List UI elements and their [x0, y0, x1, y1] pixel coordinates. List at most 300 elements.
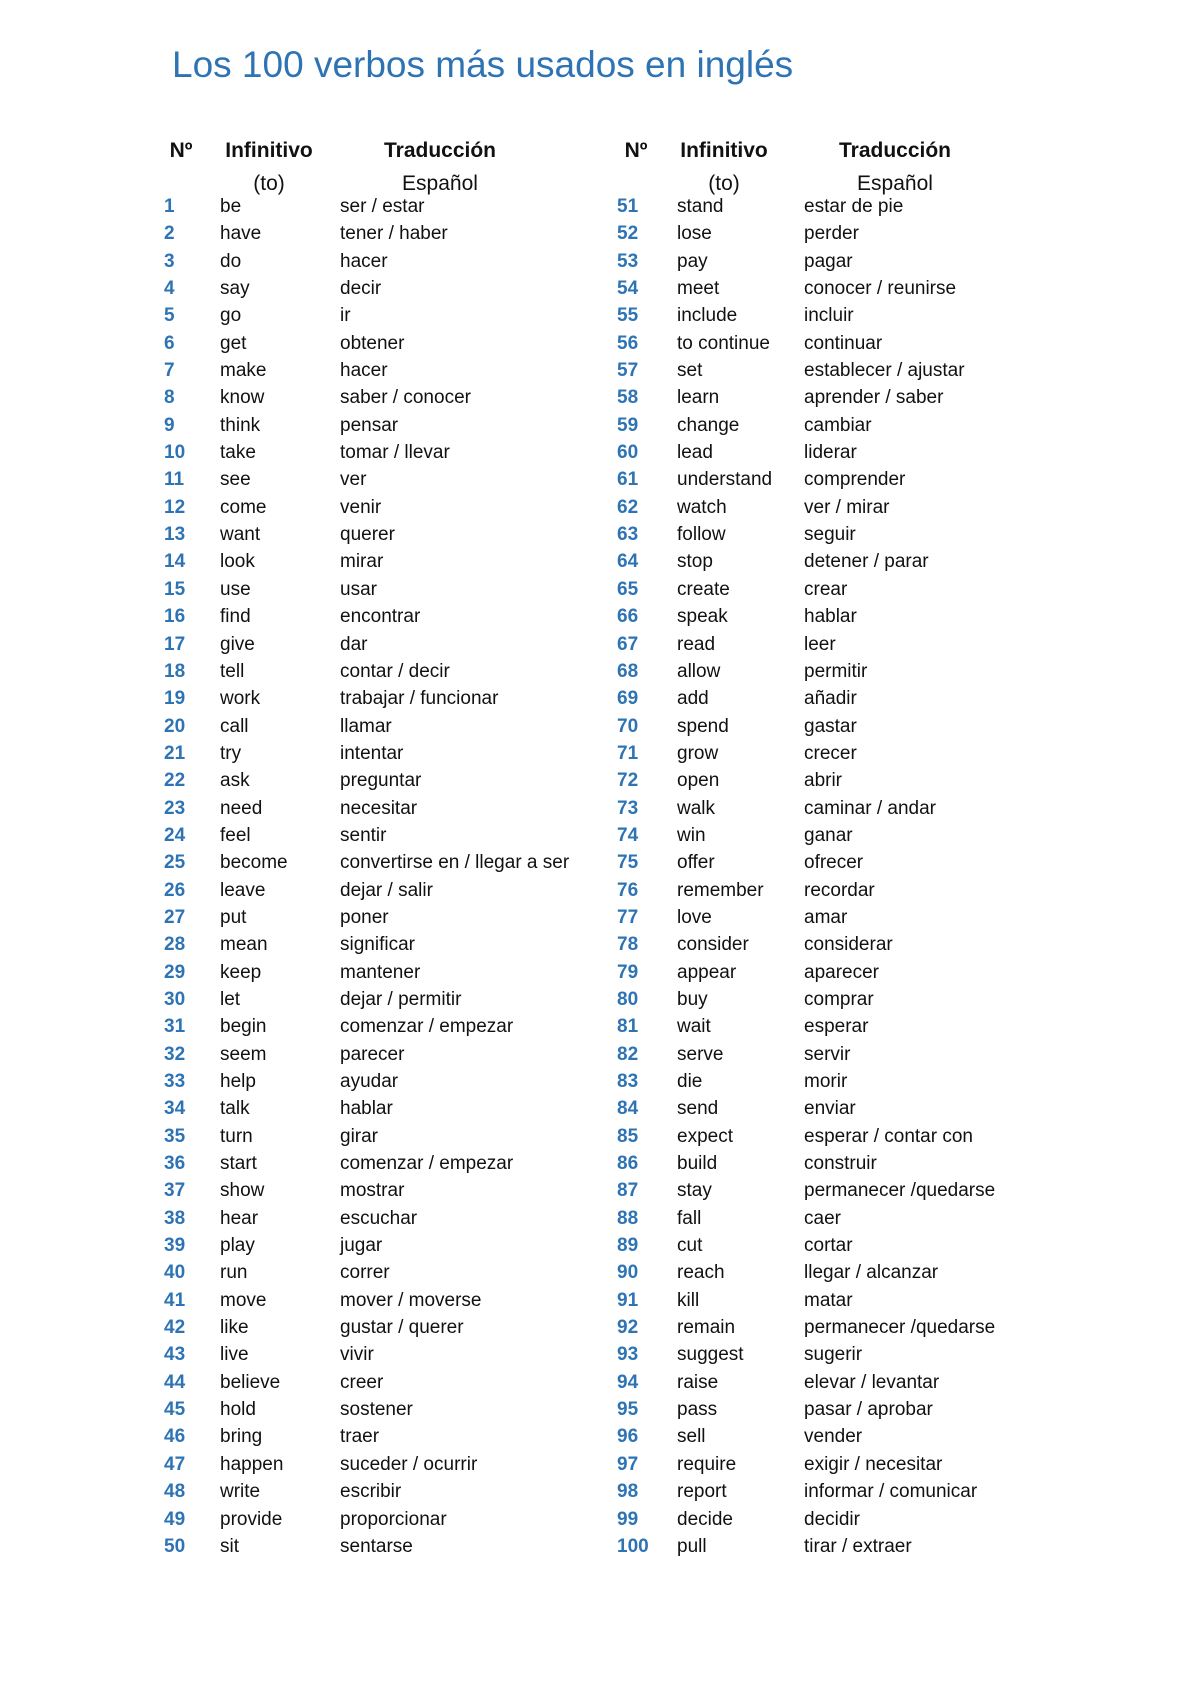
- header-number-label: Nº: [169, 139, 193, 162]
- verb-infinitive: take: [220, 442, 256, 464]
- table-row: [154, 1205, 624, 1232]
- verb-translation: liderar: [804, 442, 857, 464]
- table-row: [609, 275, 1089, 302]
- verb-infinitive: hold: [220, 1399, 256, 1421]
- verb-number: 71: [617, 742, 639, 764]
- verb-translation: creer: [340, 1371, 384, 1393]
- verb-number: 7: [164, 360, 175, 382]
- verb-translation: mirar: [340, 551, 384, 573]
- verb-infinitive: fall: [677, 1207, 702, 1229]
- table-row: [154, 1095, 624, 1122]
- verb-translation: hablar: [804, 606, 857, 628]
- verb-number: 4: [164, 278, 175, 300]
- table-row: [154, 1451, 624, 1478]
- verb-infinitive: live: [220, 1344, 249, 1366]
- table-row: [154, 1396, 624, 1423]
- verb-translation: esperar / contar con: [804, 1125, 973, 1147]
- verb-translation: comenzar / empezar: [340, 1016, 514, 1038]
- table-row: [609, 193, 1089, 220]
- verb-infinitive: see: [220, 469, 251, 491]
- verb-number: 68: [617, 660, 639, 682]
- verb-translation: proporcionar: [340, 1508, 447, 1530]
- table-row: [609, 384, 1089, 411]
- verb-translation: convertirse en / llegar a ser: [340, 852, 570, 874]
- verb-translation: crear: [804, 578, 848, 600]
- verb-number: 5: [164, 305, 175, 327]
- verb-infinitive: set: [677, 360, 703, 382]
- verb-number: 50: [164, 1535, 186, 1557]
- verb-infinitive: decide: [677, 1508, 733, 1530]
- verb-infinitive: believe: [220, 1371, 281, 1393]
- header-translation-label: Traducción: [383, 139, 497, 162]
- verb-number: 57: [617, 360, 639, 382]
- table-row: [609, 822, 1089, 849]
- verb-translation: aprender / saber: [804, 387, 944, 409]
- table-row: [609, 1341, 1089, 1368]
- verb-translation: intentar: [340, 742, 404, 764]
- table-row: [154, 548, 624, 575]
- verb-translation: elevar / levantar: [804, 1371, 940, 1393]
- verb-number: 40: [164, 1262, 186, 1284]
- table-row: [154, 384, 624, 411]
- verb-translation: incluir: [804, 305, 854, 327]
- table-row: [609, 795, 1089, 822]
- table-row: [609, 986, 1089, 1013]
- verb-translation: mover / moverse: [340, 1289, 482, 1311]
- table-row: [154, 1341, 624, 1368]
- table-row: [609, 1177, 1089, 1204]
- verb-infinitive: include: [677, 305, 738, 327]
- verb-infinitive: open: [677, 770, 720, 792]
- verb-number: 48: [164, 1481, 186, 1503]
- table-row: [154, 275, 624, 302]
- verb-number: 36: [164, 1153, 186, 1175]
- verb-infinitive: pass: [677, 1399, 718, 1421]
- table-row: [154, 1123, 624, 1150]
- verb-infinitive: know: [220, 387, 265, 409]
- verb-infinitive: make: [220, 360, 267, 382]
- verb-translation: sostener: [340, 1399, 413, 1421]
- verb-number: 39: [164, 1235, 186, 1257]
- verb-translation: obtener: [340, 332, 405, 354]
- verb-number: 28: [164, 934, 186, 956]
- verb-rows-left: [154, 193, 624, 1560]
- verb-number: 10: [164, 442, 186, 464]
- verb-translation: permanecer /quedarse: [804, 1180, 996, 1202]
- verb-infinitive: go: [220, 305, 242, 327]
- verb-number: 75: [617, 852, 639, 874]
- verb-number: 90: [617, 1262, 639, 1284]
- table-row: [609, 849, 1089, 876]
- verb-number: 54: [617, 278, 639, 300]
- verb-translation: informar / comunicar: [804, 1481, 978, 1503]
- verb-translation: hacer: [340, 250, 388, 272]
- verb-infinitive: call: [220, 715, 249, 737]
- verb-translation: permitir: [804, 660, 868, 682]
- verb-translation: sentarse: [340, 1535, 413, 1557]
- verb-infinitive: consider: [677, 934, 749, 956]
- verb-infinitive: need: [220, 797, 263, 819]
- verb-number: 41: [164, 1289, 186, 1311]
- verb-translation: tener / haber: [340, 223, 448, 245]
- verb-infinitive: look: [220, 551, 255, 573]
- table-row: [154, 877, 624, 904]
- table-row: [154, 685, 624, 712]
- verb-number: 66: [617, 606, 639, 628]
- table-row: [609, 1369, 1089, 1396]
- table-row: [154, 248, 624, 275]
- verb-number: 58: [617, 387, 639, 409]
- verb-translation: caer: [804, 1207, 841, 1229]
- verb-infinitive: speak: [677, 606, 728, 628]
- verb-infinitive: kill: [677, 1289, 700, 1311]
- table-row: [154, 1068, 624, 1095]
- verb-number: 59: [617, 414, 639, 436]
- verb-number: 6: [164, 332, 175, 354]
- table-row: [154, 1259, 624, 1286]
- verb-infinitive: follow: [677, 524, 726, 546]
- verb-infinitive: keep: [220, 961, 262, 983]
- verb-translation: seguir: [804, 524, 856, 546]
- table-row: [609, 1396, 1089, 1423]
- verb-number: 47: [164, 1453, 186, 1475]
- header-translation-sublabel: Español: [857, 172, 933, 195]
- verb-infinitive: stay: [677, 1180, 712, 1202]
- table-row: [609, 412, 1089, 439]
- verb-translation: parecer: [340, 1043, 405, 1065]
- verb-number: 81: [617, 1016, 639, 1038]
- table-row: [609, 959, 1089, 986]
- verb-infinitive: begin: [220, 1016, 267, 1038]
- table-row: [609, 877, 1089, 904]
- table-row: [609, 904, 1089, 931]
- verb-translation: llamar: [340, 715, 392, 737]
- verb-translation: ver / mirar: [804, 496, 890, 518]
- verb-translation: estar de pie: [804, 196, 904, 217]
- table-row: [154, 658, 624, 685]
- table-row: [609, 1205, 1089, 1232]
- verb-number: 69: [617, 688, 639, 710]
- table-row: [154, 521, 624, 548]
- header-translation-sublabel: Español: [402, 172, 478, 195]
- verb-infinitive: appear: [677, 961, 737, 983]
- verb-number: 37: [164, 1180, 186, 1202]
- verb-number: 64: [617, 551, 639, 573]
- verb-translation: gastar: [804, 715, 857, 737]
- verb-translation: querer: [340, 524, 395, 546]
- table-row: [154, 959, 624, 986]
- table-row: [609, 330, 1089, 357]
- verb-infinitive: move: [220, 1289, 267, 1311]
- verb-infinitive: change: [677, 414, 740, 436]
- verb-translation: trabajar / funcionar: [340, 688, 499, 710]
- verb-number: 82: [617, 1043, 639, 1065]
- verb-translation: añadir: [804, 688, 857, 710]
- verb-number: 51: [617, 196, 639, 217]
- verb-infinitive: feel: [220, 824, 251, 846]
- table-row: [609, 685, 1089, 712]
- verb-translation: escuchar: [340, 1207, 418, 1229]
- table-row: [609, 1150, 1089, 1177]
- verb-infinitive: help: [220, 1071, 256, 1092]
- verb-table-right: [609, 134, 1089, 1574]
- verb-number: 53: [617, 250, 639, 272]
- verb-translation: girar: [340, 1125, 379, 1147]
- verb-translation: traer: [340, 1426, 380, 1448]
- table-row: [154, 631, 624, 658]
- table-row: [154, 302, 624, 329]
- verb-table-left: [154, 134, 624, 1574]
- table-row: [609, 466, 1089, 493]
- table-row: [609, 1423, 1089, 1450]
- verb-translation: jugar: [340, 1235, 383, 1257]
- table-row: [154, 1287, 624, 1314]
- verb-infinitive: seem: [220, 1043, 267, 1065]
- verb-translation: pasar / aprobar: [804, 1399, 933, 1421]
- table-row: [154, 986, 624, 1013]
- table-row: [154, 849, 624, 876]
- verb-translation: ir: [340, 305, 351, 327]
- verb-infinitive: stop: [677, 551, 713, 573]
- verb-number: 8: [164, 387, 175, 409]
- verb-translation: considerar: [804, 934, 893, 956]
- verb-number: 29: [164, 961, 186, 983]
- verb-translation: detener / parar: [804, 551, 929, 573]
- verb-number: 65: [617, 578, 639, 600]
- table-row: [154, 904, 624, 931]
- verb-number: 86: [617, 1153, 639, 1175]
- header-translation: [330, 134, 550, 200]
- verb-translation: suceder / ocurrir: [340, 1453, 478, 1475]
- verb-number: 14: [164, 551, 186, 573]
- verb-translation: pagar: [804, 250, 853, 272]
- verb-infinitive: suggest: [677, 1344, 744, 1366]
- verb-number: 49: [164, 1508, 186, 1530]
- verb-number: 60: [617, 442, 639, 464]
- verb-translation: permanecer /quedarse: [804, 1317, 996, 1339]
- verb-infinitive: hear: [220, 1207, 259, 1229]
- verb-infinitive: lose: [677, 223, 712, 245]
- header-infinitive: [208, 134, 330, 200]
- verb-translation: vender: [804, 1426, 863, 1448]
- table-row: [154, 439, 624, 466]
- verb-infinitive: buy: [677, 988, 708, 1010]
- verb-infinitive: write: [220, 1481, 261, 1503]
- verb-number: 93: [617, 1344, 639, 1366]
- table-row: [154, 795, 624, 822]
- table-row: [609, 767, 1089, 794]
- verb-number: 16: [164, 606, 186, 628]
- table-row: [609, 1287, 1089, 1314]
- verb-infinitive: allow: [677, 660, 721, 682]
- table-row: [154, 1177, 624, 1204]
- table-row: [154, 767, 624, 794]
- table-row: [609, 1123, 1089, 1150]
- verb-number: 11: [164, 469, 185, 491]
- verb-translation: matar: [804, 1289, 853, 1311]
- table-row: [609, 248, 1089, 275]
- verb-infinitive: offer: [677, 852, 715, 874]
- header-number: [609, 134, 663, 200]
- table-row: [154, 1533, 624, 1560]
- verb-number: 99: [617, 1508, 639, 1530]
- verb-translation: establecer / ajustar: [804, 360, 965, 382]
- verb-translation: mostrar: [340, 1180, 405, 1202]
- table-row: [609, 658, 1089, 685]
- verb-infinitive: learn: [677, 387, 720, 409]
- verb-number: 31: [164, 1016, 186, 1038]
- header-number: [154, 134, 208, 200]
- verb-number: 78: [617, 934, 639, 956]
- table-row: [154, 1369, 624, 1396]
- verb-translation: correr: [340, 1262, 390, 1284]
- verb-infinitive: pay: [677, 250, 708, 272]
- table-row: [154, 1423, 624, 1450]
- verb-number: 97: [617, 1453, 639, 1475]
- table-row: [609, 1041, 1089, 1068]
- verb-infinitive: raise: [677, 1371, 719, 1393]
- verb-translation: servir: [804, 1043, 851, 1065]
- verb-infinitive: turn: [220, 1125, 253, 1147]
- table-row: [609, 1259, 1089, 1286]
- verb-translation: comprender: [804, 469, 906, 491]
- header-infinitive-sublabel: (to): [253, 172, 285, 195]
- table-row: [154, 494, 624, 521]
- verb-translation: mantener: [340, 961, 421, 983]
- table-row: [609, 740, 1089, 767]
- verb-number: 15: [164, 578, 186, 600]
- verb-infinitive: remain: [677, 1317, 736, 1339]
- verb-infinitive: understand: [677, 469, 773, 491]
- verb-translation: usar: [340, 578, 377, 600]
- verb-translation: crecer: [804, 742, 857, 764]
- verb-number: 33: [164, 1071, 186, 1092]
- verb-number: 9: [164, 414, 175, 436]
- verb-number: 80: [617, 988, 639, 1010]
- verb-number: 94: [617, 1371, 639, 1393]
- verb-infinitive: give: [220, 633, 255, 655]
- verb-number: 63: [617, 524, 639, 546]
- verb-translation: decidir: [804, 1508, 860, 1530]
- verb-number: 55: [617, 305, 639, 327]
- verb-number: 45: [164, 1399, 186, 1421]
- verb-number: 34: [164, 1098, 186, 1120]
- verb-infinitive: wait: [677, 1016, 711, 1038]
- verb-infinitive: come: [220, 496, 267, 518]
- verb-infinitive: to continue: [677, 332, 770, 354]
- verb-translation: decir: [340, 278, 382, 300]
- verb-translation: venir: [340, 496, 382, 518]
- verb-infinitive: start: [220, 1153, 257, 1175]
- verb-infinitive: add: [677, 688, 709, 710]
- verb-infinitive: cut: [677, 1235, 703, 1257]
- verb-infinitive: happen: [220, 1453, 284, 1475]
- verb-number: 96: [617, 1426, 639, 1448]
- verb-infinitive: leave: [220, 879, 266, 901]
- table-row: [609, 1232, 1089, 1259]
- verb-infinitive: talk: [220, 1098, 250, 1120]
- table-row: [154, 1314, 624, 1341]
- verb-number: 52: [617, 223, 639, 245]
- table-row: [609, 1451, 1089, 1478]
- table-row: [154, 1478, 624, 1505]
- verb-number: 46: [164, 1426, 186, 1448]
- verb-translation: enviar: [804, 1098, 856, 1120]
- verb-translation: perder: [804, 223, 859, 245]
- verb-infinitive: love: [677, 906, 712, 928]
- verb-infinitive: like: [220, 1317, 249, 1339]
- verb-number: 24: [164, 824, 186, 846]
- table-row: [609, 357, 1089, 384]
- verb-translation: vivir: [340, 1344, 374, 1366]
- verb-number: 83: [617, 1071, 639, 1092]
- verb-infinitive: expect: [677, 1125, 733, 1147]
- verb-number: 62: [617, 496, 639, 518]
- verb-infinitive: tell: [220, 660, 245, 682]
- table-row: [609, 439, 1089, 466]
- verb-number: 19: [164, 688, 186, 710]
- verb-infinitive: build: [677, 1153, 718, 1175]
- table-row: [154, 822, 624, 849]
- table-row: [154, 1150, 624, 1177]
- verb-infinitive: put: [220, 906, 247, 928]
- verb-number: 87: [617, 1180, 639, 1202]
- verb-translation: significar: [340, 934, 415, 956]
- verb-number: 91: [617, 1289, 639, 1311]
- header-infinitive-label: Infinitivo: [225, 139, 313, 162]
- table-row: [609, 1013, 1089, 1040]
- verb-infinitive: bring: [220, 1426, 263, 1448]
- verb-infinitive: walk: [677, 797, 716, 819]
- verb-translation: comprar: [804, 988, 874, 1010]
- table-row: [154, 220, 624, 247]
- verb-translation: saber / conocer: [340, 387, 471, 409]
- verb-translation: esperar: [804, 1016, 869, 1038]
- verb-infinitive: say: [220, 278, 250, 300]
- verb-translation: llegar / alcanzar: [804, 1262, 939, 1284]
- verb-number: 32: [164, 1043, 186, 1065]
- verb-number: 76: [617, 879, 639, 901]
- table-row: [154, 193, 624, 220]
- verb-infinitive: get: [220, 332, 247, 354]
- verb-number: 30: [164, 988, 186, 1010]
- table-row: [609, 494, 1089, 521]
- verb-number: 12: [164, 496, 186, 518]
- verb-number: 73: [617, 797, 639, 819]
- verb-infinitive: provide: [220, 1508, 283, 1530]
- table-row: [154, 1506, 624, 1533]
- table-row: [609, 1506, 1089, 1533]
- verb-translation: amar: [804, 906, 848, 928]
- table-row: [609, 631, 1089, 658]
- verb-translation: ver: [340, 469, 367, 491]
- table-row: [609, 1068, 1089, 1095]
- verb-number: 67: [617, 633, 639, 655]
- verb-number: 77: [617, 906, 639, 928]
- verb-infinitive: work: [220, 688, 261, 710]
- table-row: [154, 931, 624, 958]
- verb-number: 3: [164, 250, 175, 272]
- table-row: [154, 1232, 624, 1259]
- verb-number: 79: [617, 961, 639, 983]
- verb-number: 21: [164, 742, 186, 764]
- verb-infinitive: sell: [677, 1426, 706, 1448]
- verb-number: 89: [617, 1235, 639, 1257]
- table-row: [154, 740, 624, 767]
- verb-translation: morir: [804, 1071, 848, 1092]
- verb-infinitive: show: [220, 1180, 265, 1202]
- verb-translation: continuar: [804, 332, 883, 354]
